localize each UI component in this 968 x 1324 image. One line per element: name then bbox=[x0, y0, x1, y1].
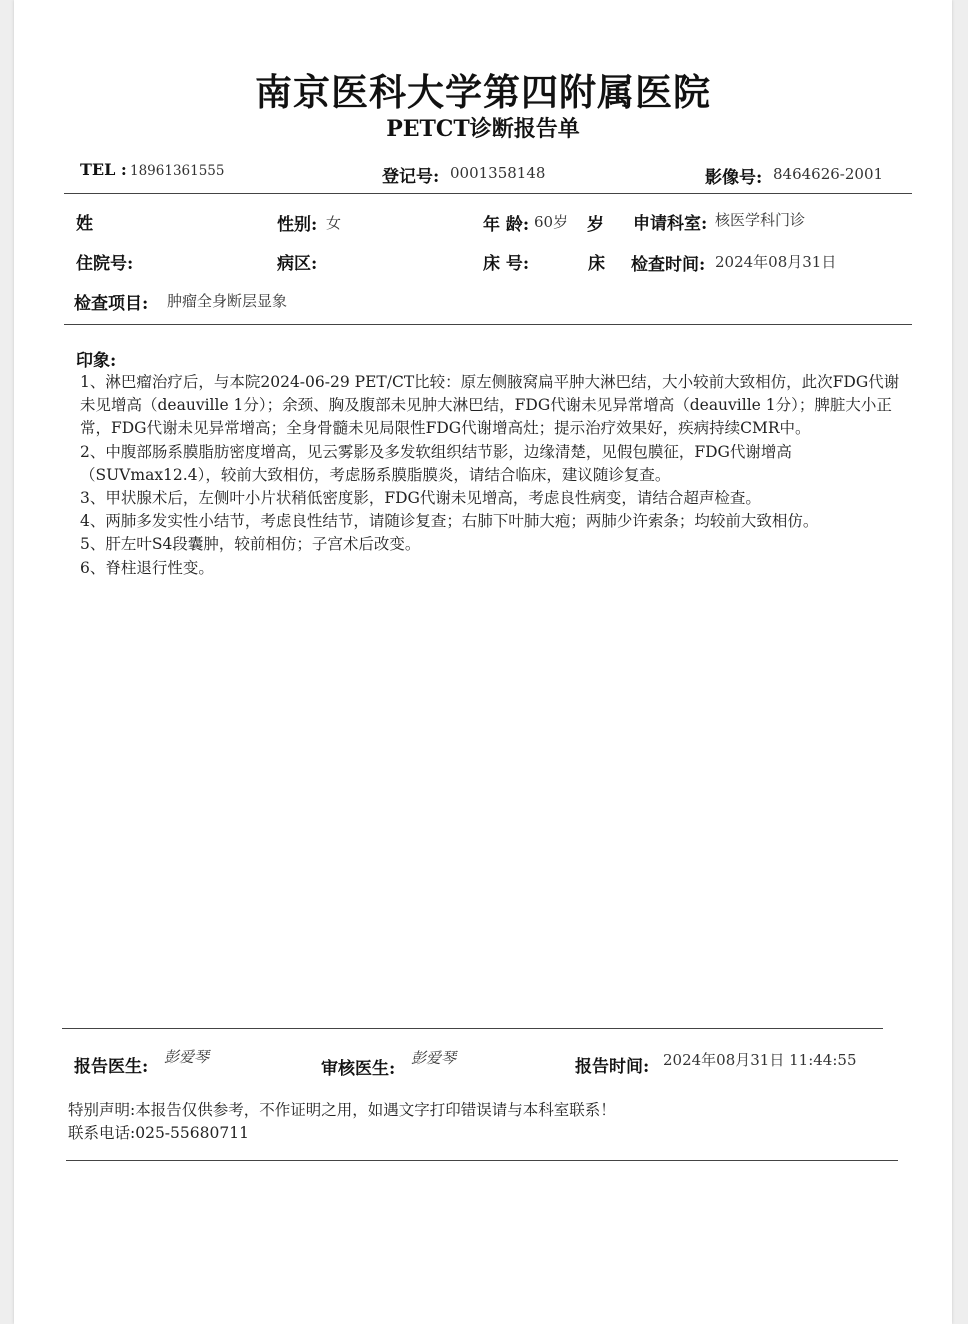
contact-phone: 联系电话:025-55680711 bbox=[68, 1124, 249, 1142]
exam-item-label: 检查项目: bbox=[74, 294, 149, 314]
divider-footer bbox=[62, 1028, 883, 1029]
name-label: 姓 bbox=[76, 214, 93, 234]
impression-list bbox=[80, 371, 900, 580]
dept-value: 核医学科门诊 bbox=[715, 211, 806, 229]
report-time-value: 2024年08月31日 11:44:55 bbox=[663, 1051, 857, 1069]
tel-label: TEL : bbox=[80, 160, 127, 179]
impression-heading: 印象: bbox=[76, 351, 117, 371]
image-value: 8464626-2001 bbox=[773, 165, 884, 183]
exam-time-label: 检查时间: bbox=[631, 255, 706, 275]
dept-label: 申请科室: bbox=[633, 214, 708, 234]
image-label: 影像号: bbox=[705, 168, 763, 188]
reviewer-signature: 彭爱琴 bbox=[411, 1049, 457, 1067]
reg-value: 0001358148 bbox=[450, 164, 546, 182]
divider-header bbox=[64, 193, 912, 194]
age-unit: 岁 bbox=[587, 215, 604, 235]
impression-item-1: 1、淋巴瘤治疗后，与本院2024-06-29 PET/CT比较：原左侧腋窝扁平肿大淋巴结，大小较前大致相仿，此次FDG代谢未见增高（deauville 1分）；余颈、胸及腹部未见肿大淋巴结，FDG代谢未见异常增高（deauville 1分）；脾脏大小正常，FDG代谢未见异常增高；全身骨髓未见局限性FDG代谢增高灶；提示治疗效果好，疾病持续CMR中。 bbox=[80, 373, 900, 438]
inpatient-label: 住院号: bbox=[76, 254, 134, 274]
exam-item-value: 肿瘤全身断层显象 bbox=[167, 292, 288, 310]
disclaimer: 特别声明:本报告仅供参考，不作证明之用，如遇文字打印错误请与本科室联系！ bbox=[68, 1101, 616, 1119]
age-label: 年 龄: bbox=[483, 215, 530, 235]
impression-item-4: 4、两肺多发实性小结节，考虑良性结节，请随诊复查；右肺下叶肺大疱；两肺少许索条；均较前大致相仿。 bbox=[80, 512, 819, 531]
gender-value: 女 bbox=[326, 214, 342, 232]
reviewer-label: 审核医生: bbox=[321, 1059, 396, 1079]
impression-item-3: 3、甲状腺术后，左侧叶小片状稍低密度影，FDG代谢未见增高，考虑良性病变，请结合超声检查。 bbox=[80, 489, 761, 508]
age-value: 60岁 bbox=[534, 213, 569, 231]
gender-label: 性别: bbox=[277, 215, 318, 235]
reg-label: 登记号: bbox=[382, 167, 440, 187]
exam-time-value: 2024年08月31日 bbox=[715, 253, 837, 271]
report-title: PETCT诊断报告单 bbox=[386, 116, 580, 142]
report-page bbox=[14, 0, 952, 1324]
impression-item-5: 5、肝左叶S4段囊肿，较前相仿；子宫术后改变。 bbox=[80, 535, 421, 554]
ward-label: 病区: bbox=[277, 254, 318, 274]
doctor-signature: 彭爱琴 bbox=[164, 1048, 210, 1066]
doctor-label: 报告医生: bbox=[74, 1057, 149, 1077]
report-time-label: 报告时间: bbox=[575, 1057, 650, 1077]
hospital-name: 南京医科大学第四附属医院 bbox=[255, 70, 711, 114]
bed-label: 床 号: bbox=[483, 254, 530, 274]
impression-item-2: 2、中腹部肠系膜脂肪密度增高，见云雾影及多发软组织结节影，边缘清楚，见假包膜征，FDG代谢增高（SUVmax12.4），较前大致相仿，考虑肠系膜脂膜炎，请结合临床，建议随诊复查。 bbox=[80, 442, 792, 484]
divider-patient bbox=[64, 324, 912, 325]
divider-bottom bbox=[66, 1160, 898, 1161]
impression-item-6: 6、脊柱退行性变。 bbox=[80, 558, 214, 577]
bed-unit: 床 bbox=[588, 254, 605, 274]
tel-value: 18961361555 bbox=[130, 163, 225, 179]
